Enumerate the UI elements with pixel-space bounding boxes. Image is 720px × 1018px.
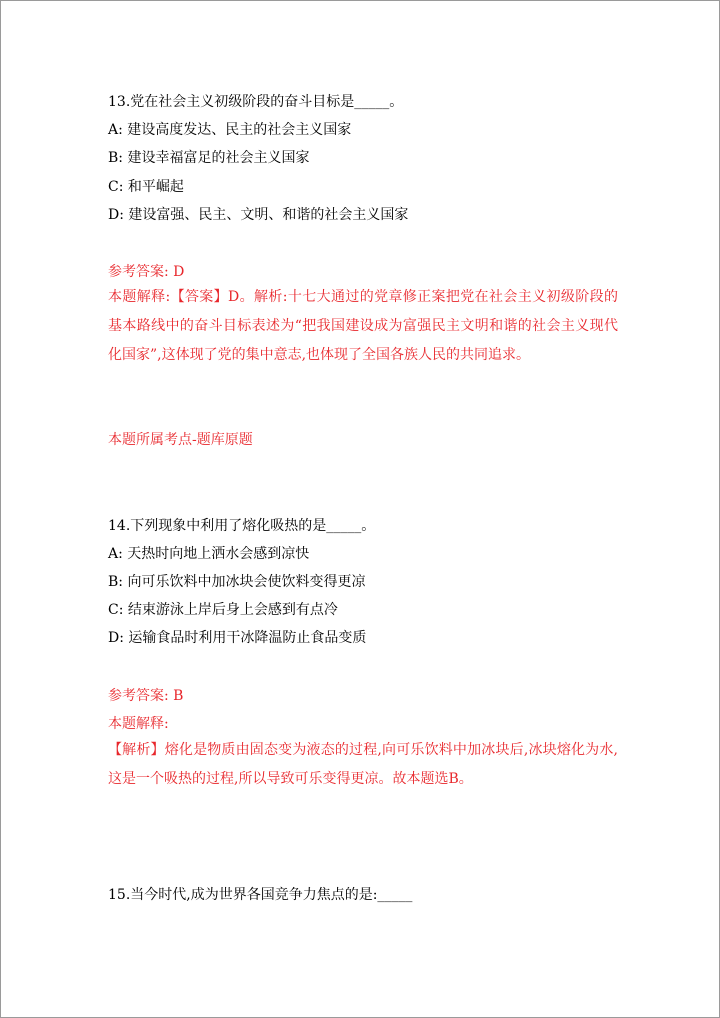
- q14-option-b: B: 向可乐饮料中加冰块会使饮料变得更凉: [108, 574, 366, 590]
- q14-option-d: D: 运输食品时利用干冰降温防止食品变质: [108, 630, 367, 646]
- question-13: 13.党在社会主义初级阶段的奋斗目标是_____。: [108, 94, 404, 110]
- q14-option-a: A: 天热时向地上洒水会感到凉快: [108, 546, 310, 562]
- q14-answer: 参考答案: B: [108, 688, 184, 704]
- q13-source: 本题所属考点-题库原题: [108, 432, 253, 448]
- q13-option-b: B: 建设幸福富足的社会主义国家: [108, 150, 310, 166]
- q13-option-a: A: 建设高度发达、民主的社会主义国家: [108, 122, 352, 138]
- q13-answer: 参考答案: D: [108, 264, 185, 280]
- q14-explanation: 【解析】熔化是物质由固态变为液态的过程,向可乐饮料中加冰块后,冰块熔化为水,这是一个吸热的过程,所以导致可乐变得更凉。故本题选B。: [108, 742, 618, 787]
- q13-explanation: 本题解释:【答案】D。解析:十七大通过的党章修正案把党在社会主义初级阶段的基本路线中的奋斗目标表述为“把我国建设成为富强民主文明和谐的社会主义现代化国家”,这体现了党的集中意志,也体现了全国各族人民的共同追求。: [108, 289, 618, 363]
- q13-option-d: D: 建设富强、民主、文明、和谐的社会主义国家: [108, 207, 409, 223]
- question-15: 15.当今时代,成为世界各国竞争力焦点的是:_____: [108, 887, 413, 903]
- q13-option-c: C: 和平崛起: [108, 179, 184, 195]
- q14-option-c: C: 结束游泳上岸后身上会感到有点冷: [108, 602, 338, 618]
- q14-explanation-label: 本题解释:: [108, 716, 169, 732]
- question-14: 14.下列现象中利用了熔化吸热的是_____。: [108, 518, 376, 534]
